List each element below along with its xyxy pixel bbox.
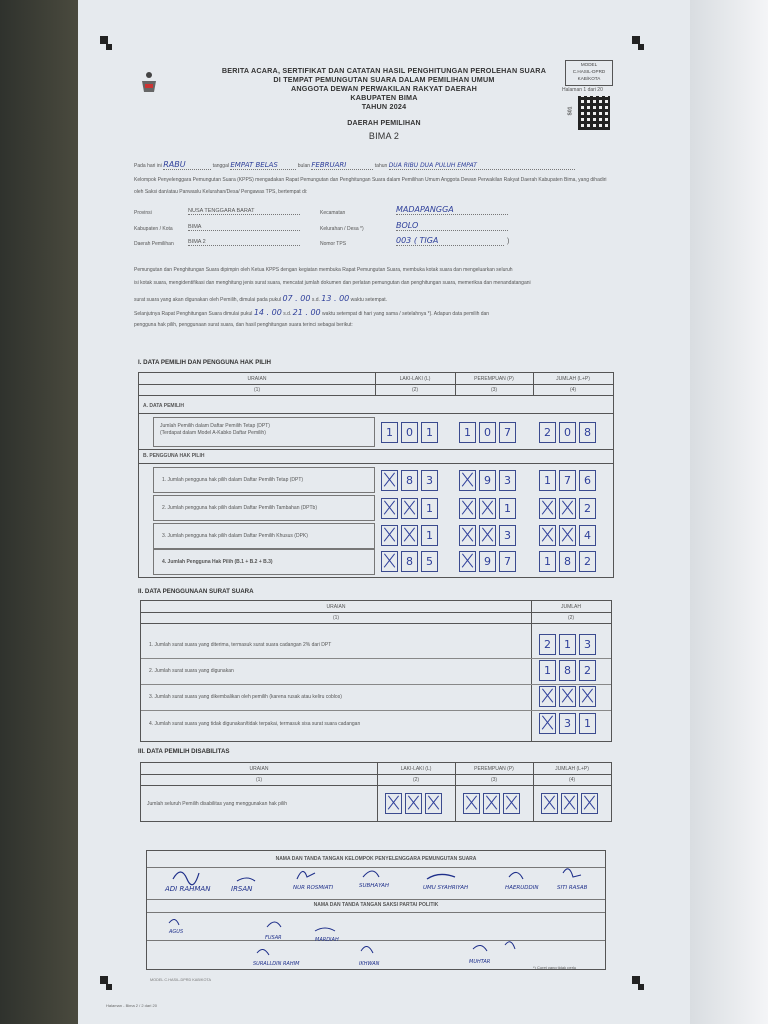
digit-box: 1 (559, 634, 576, 655)
model-box-line: KAB/KOTA (577, 76, 601, 81)
signature-area (146, 850, 606, 970)
table-divider (141, 612, 611, 613)
col-number: (3) (490, 387, 498, 393)
fiducial-mark (100, 36, 108, 44)
crossed-digit-box (381, 498, 398, 519)
kpps-signature-name: NUR ROSMIATI (293, 885, 334, 891)
table-divider (139, 395, 613, 396)
kabupaten-value: BIMA (188, 224, 300, 231)
col-header: PEREMPUAN (P) (474, 376, 514, 382)
crossed-digit-box (561, 793, 578, 814)
tahun-value: DUA RIBU DUA PULUH EMPAT (389, 162, 575, 170)
dapil-label: Daerah Pemilihan (134, 241, 174, 247)
col-number: (2) (567, 615, 575, 621)
model-box-line: MODEL (580, 62, 598, 67)
digit-box: 1 (539, 470, 556, 491)
table-divider (139, 449, 613, 450)
col-header: PEREMPUAN (P) (474, 766, 514, 772)
digit-box: 0 (559, 422, 576, 443)
fiducial-mark (100, 976, 108, 984)
kpps-signature-name: SUBHAYAH (359, 883, 390, 889)
footer-model-text: MODEL C.HASIL-DPRD KAB/KOTA (150, 978, 211, 982)
digit-box: 8 (401, 470, 418, 491)
row-label: 2. Jumlah surat suara yang digunakan (149, 668, 234, 674)
digit-box: 7 (559, 470, 576, 491)
r4-jumlah-boxes (539, 713, 599, 734)
kpps-signature-name: SITI RASAB (557, 885, 588, 891)
row-label: Jumlah seluruh Pemilih disabilitas yang menggunakan hak pilih (147, 801, 288, 807)
crossed-digit-box (401, 498, 418, 519)
b2-jumlah-boxes (539, 498, 599, 519)
fiducial-mark (632, 976, 640, 984)
row-label: (Terdapat dalam Model A-Kabko Daftar Pemilih) (160, 430, 266, 436)
saksi-signature-name: MARDIAH (315, 937, 339, 943)
background-left (0, 0, 78, 1024)
row-label: Jumlah Pemilih dalam Daftar Pemilih Tetap (DPT) (160, 423, 270, 429)
model-box (565, 60, 613, 86)
tanggal-value: EMPAT BELAS (230, 161, 296, 170)
digit-box: 4 (579, 525, 596, 546)
paragraph-line (134, 294, 387, 303)
saksi-signature-name: IKHWAN (359, 961, 380, 967)
tahun-label: tahun (374, 163, 388, 169)
row-label-box (153, 523, 375, 549)
digit-box: 3 (499, 525, 516, 546)
dpt-jumlah-boxes (539, 422, 599, 443)
section1-table (138, 372, 614, 578)
crossed-digit-box (581, 793, 598, 814)
crossed-digit-box (459, 470, 476, 491)
fiducial-mark (632, 36, 640, 44)
crossed-digit-box (559, 686, 576, 707)
paragraph-text: Selanjutnya Rapat Penghitungan Suara dimulai pukul (134, 311, 253, 317)
b4-jumlah-boxes (539, 551, 599, 572)
crossed-digit-box (381, 470, 398, 491)
paragraph-text: waktu setempat. (350, 297, 388, 303)
crossed-digit-box (579, 686, 596, 707)
bulan-label: bulan (297, 163, 310, 169)
digit-box: 9 (479, 551, 496, 572)
digit-box: 3 (421, 470, 438, 491)
digit-box: 1 (381, 422, 398, 443)
title-line: ANGGOTA DEWAN PERWAKILAN RAKYAT DAERAH (291, 84, 477, 93)
digit-box: 2 (539, 634, 556, 655)
digit-box: 1 (539, 551, 556, 572)
b1-jumlah-boxes (539, 470, 599, 491)
b3-laki-boxes (381, 525, 441, 546)
kelurahan-label: Kelurahan / Desa *) (320, 226, 364, 232)
paragraph-line: isi kotak suara, mengidentifikasi dan menghitung jenis surat suara, mencatat jumlah dokumen dan perlatan pemungutan dan penghitungan suara, memeriksa dan menandatangani (134, 280, 531, 286)
digit-box: 0 (401, 422, 418, 443)
disabilitas-perempuan-boxes (463, 793, 523, 814)
r1-jumlah-boxes (539, 634, 599, 655)
col-number: (4) (569, 387, 577, 393)
table-divider (141, 774, 611, 775)
digit-box: 3 (499, 470, 516, 491)
col-header: URAIAN (326, 604, 346, 610)
digit-box: 6 (579, 470, 596, 491)
row-label-box (153, 549, 375, 575)
table-divider (141, 710, 611, 711)
fiducial-mark (638, 984, 644, 990)
table-divider (141, 785, 611, 786)
bulan-value: FEBRUARI (311, 161, 373, 170)
b1-laki-boxes (381, 470, 441, 491)
kecamatan-label: Kecamatan (320, 210, 346, 216)
digit-box: 2 (539, 422, 556, 443)
kecamatan-value: MADAPANGGA (396, 205, 508, 215)
paragraph-text: waktu setempat di hari yang sama / setelahnya *). Adapun data pemilih dan (322, 311, 490, 317)
digit-box: 1 (421, 422, 438, 443)
col-number: (1) (253, 387, 261, 393)
crossed-digit-box (381, 525, 398, 546)
kpps-signature-name: HAERUDDIN (505, 885, 539, 891)
saksi-signature-name: FUSAR (265, 935, 282, 941)
digit-box: 7 (499, 551, 516, 572)
kpps-signature-name: IRSAN (231, 885, 253, 893)
table-divider (139, 463, 613, 464)
tps-value: 003 ( TIGA (396, 236, 504, 246)
kpps-signature-name: ADI RAHMAN (165, 885, 211, 893)
row-label-box (153, 495, 375, 521)
section-title: II. DATA PENGGUNAAN SURAT SUARA (138, 588, 254, 595)
b2-perempuan-boxes (459, 498, 519, 519)
digit-box: 7 (499, 422, 516, 443)
r2-jumlah-boxes (539, 660, 599, 681)
crossed-digit-box (401, 525, 418, 546)
digit-box: 2 (579, 498, 596, 519)
table-divider (531, 601, 532, 741)
section2-table (140, 600, 612, 742)
digit-box: 5 (421, 551, 438, 572)
crossed-digit-box (425, 793, 442, 814)
col-header: JUMLAH (L+P) (556, 376, 590, 382)
dpt-laki-boxes (381, 422, 441, 443)
fiducial-mark (106, 984, 112, 990)
paragraph-line (134, 308, 489, 317)
paragraph-line: Pemungutan dan Penghitungan Suara dipimpin oleh Ketua KPPS dengan kegiatan membuka Rapat Pemungutan Suara, membuka kotak suara dan mengeluarkan seluruh (134, 267, 513, 273)
dapil-value: BIMA 2 (188, 239, 300, 246)
crossed-digit-box (539, 498, 556, 519)
sd-label: s.d. (311, 297, 320, 303)
signature-strokes (147, 851, 605, 969)
digit-box: 1 (539, 660, 556, 681)
table-divider (141, 684, 611, 685)
fiducial-mark (638, 44, 644, 50)
footnote: *) Coret yang tidak perlu (533, 965, 577, 970)
crossed-digit-box (459, 551, 476, 572)
digit-box: 2 (579, 551, 596, 572)
crossed-digit-box (541, 793, 558, 814)
provinsi-label: Provinsi (134, 210, 152, 216)
saksi-title: NAMA DAN TANDA TANGAN SAKSI PARTAI POLITIK (313, 902, 439, 908)
crossed-digit-box (459, 525, 476, 546)
title-line: BERITA ACARA, SERTIFIKAT DAN CATATAN HASIL PENGHITUNGAN PEROLEHAN SUARA (221, 66, 547, 75)
section-title: I. DATA PEMILIH DAN PENGGUNA HAK PILIH (138, 359, 272, 366)
fiducial-mark (106, 44, 112, 50)
count-end-time: 21 . 00 (292, 308, 321, 317)
pada-hari-label: Pada hari ini (134, 163, 162, 169)
crossed-digit-box (539, 525, 556, 546)
b3-perempuan-boxes (459, 525, 519, 546)
crossed-digit-box (385, 793, 402, 814)
row-label: 1. Jumlah surat suara yang diterima, termasuk surat suara cadangan 2% dari DPT (149, 642, 332, 648)
crossed-digit-box (483, 793, 500, 814)
side-code: S01 (567, 106, 574, 116)
table-divider (139, 384, 613, 385)
digit-box: 8 (559, 551, 576, 572)
saksi-signature-name: MUHTAR (469, 959, 491, 965)
section-title: III. DATA PEMILIH DISABILITAS (138, 748, 230, 755)
digit-box: 9 (479, 470, 496, 491)
disabilitas-laki-boxes (385, 793, 445, 814)
b3-jumlah-boxes (539, 525, 599, 546)
paragraph-text: surat suara yang akan digunakan oleh Pemilih, dimulai pada pukul (134, 297, 282, 303)
sd-label: s.d. (283, 311, 292, 317)
crossed-digit-box (503, 793, 520, 814)
kabupaten-label: Kabupaten / Kota (134, 226, 173, 232)
saksi-signature-name: SURALLDIN RAHIM (253, 961, 300, 967)
col-header: LAKI-LAKI (L) (400, 766, 432, 772)
b4-laki-boxes (381, 551, 441, 572)
digit-box: 1 (579, 713, 596, 734)
daerah-value: BIMA 2 (368, 131, 400, 141)
digit-box: 1 (421, 525, 438, 546)
title-line: DI TEMPAT PEMUNGUTAN SUARA DALAM PEMILIHAN UMUM (273, 75, 495, 84)
b2-laki-boxes (381, 498, 441, 519)
model-box-line: C.HASIL-DPRD (572, 69, 606, 74)
digit-box: 3 (559, 713, 576, 734)
digit-box: 3 (579, 634, 596, 655)
crossed-digit-box (539, 713, 556, 734)
col-header: JUMLAH (L+P) (555, 766, 589, 772)
daerah-label: DAERAH PEMILIHAN (347, 120, 421, 127)
row-label: 4. Jumlah Pengguna Hak Pilih (B.1 + B.2 + B.3) (162, 559, 273, 565)
col-number: (3) (490, 777, 498, 783)
paragraph-line: pengguna hak pilih, penggunaan surat suara, dan hasil penghitungan suara terinci sebagai berikut: (134, 322, 353, 328)
col-number: (1) (332, 615, 340, 621)
digit-box: 1 (421, 498, 438, 519)
disabilitas-jumlah-boxes (541, 793, 601, 814)
kpps-signature-name: UMU SYAHRIYAH (423, 885, 469, 891)
subsection-label: B. PENGGUNA HAK PILIH (143, 453, 205, 459)
table-divider (141, 658, 611, 659)
row-label: 3. Jumlah surat suara yang dikembalikan oleh pemilih (karena rusak atau keliru coblos) (149, 694, 342, 700)
col-header: URAIAN (249, 766, 269, 772)
start-time: 07 . 00 (282, 294, 311, 303)
kelurahan-value: BOLO (396, 221, 508, 231)
section3-table (140, 762, 612, 822)
r3-jumlah-boxes (539, 686, 599, 707)
b1-perempuan-boxes (459, 470, 519, 491)
title-line: KABUPATEN BIMA (350, 93, 418, 102)
opening-line (134, 160, 614, 170)
crossed-digit-box (463, 793, 480, 814)
tps-close: ) (507, 238, 510, 245)
digit-box: 2 (579, 660, 596, 681)
col-header: JUMLAH (560, 604, 581, 610)
digit-box: 1 (459, 422, 476, 443)
crossed-digit-box (479, 498, 496, 519)
col-number: (2) (412, 777, 420, 783)
footer-text: Halaman - Bima 2 / 2 dari 20 (106, 1003, 157, 1008)
digit-box: 8 (401, 551, 418, 572)
tanggal-label: tanggal (212, 163, 229, 169)
crossed-digit-box (405, 793, 422, 814)
crossed-digit-box (381, 551, 398, 572)
table-divider (139, 413, 613, 414)
col-number: (4) (568, 777, 576, 783)
row-label-box (153, 467, 375, 493)
background-right (690, 0, 768, 1024)
table-divider (141, 623, 611, 624)
crossed-digit-box (559, 498, 576, 519)
crossed-digit-box (459, 498, 476, 519)
crossed-digit-box (559, 525, 576, 546)
title-line: TAHUN 2024 (361, 102, 407, 111)
row-label: 2. Jumlah pengguna hak pilih dalam Daftar Pemilih Tambahan (DPTb) (162, 505, 317, 511)
col-number: (1) (255, 777, 263, 783)
kpps-title: NAMA DAN TANDA TANGAN KELOMPOK PENYELENGGARA PEMUNGUTAN SUARA (275, 856, 477, 862)
col-number: (2) (411, 387, 419, 393)
digit-box: 1 (499, 498, 516, 519)
col-header: LAKI-LAKI (L) (399, 376, 431, 382)
row-label-box (153, 417, 375, 447)
provinsi-value: NUSA TENGGARA BARAT (188, 208, 300, 215)
page-number: Halaman 1 dari 20 (562, 87, 603, 93)
hari-value: RABU (163, 160, 211, 170)
tps-label: Nomor TPS (320, 241, 347, 247)
col-header: URAIAN (247, 376, 267, 382)
row-label: 4. Jumlah surat suara yang tidak digunakan/tidak terpakai, termasuk sisa surat suara cadangan (149, 721, 361, 727)
crossed-digit-box (479, 525, 496, 546)
saksi-signature-name: AGUS (169, 929, 184, 935)
dpt-perempuan-boxes (459, 422, 519, 443)
end-time: 13 . 00 (321, 294, 350, 303)
qr-code (578, 96, 610, 130)
digit-box: 0 (479, 422, 496, 443)
digit-box: 8 (559, 660, 576, 681)
row-label: 3. Jumlah pengguna hak pilih dalam Daftar Pemilih Khusus (DPK) (162, 533, 308, 539)
digit-box: 8 (579, 422, 596, 443)
row-label: 1. Jumlah pengguna hak pilih dalam Daftar Pemilih Tetap (DPT) (162, 477, 304, 483)
crossed-digit-box (539, 686, 556, 707)
subsection-label: A. DATA PEMILIH (143, 403, 185, 409)
opening-body: Kelompok Penyelenggara Pemungutan Suara (KPPS) mengadakan Rapat Pemungutan dan Penghitungan Suara dalam Pemilihan Umum Anggota Dewan Perwakilan Rakyat Daerah Kabupaten Bima, yang dihadiri oleh Saksi dan/atau Panwaslu Kelurahan/Desa/ Pengawas TPS, bertempat di: (134, 177, 607, 195)
count-start-time: 14 . 00 (253, 308, 282, 317)
b4-perempuan-boxes (459, 551, 519, 572)
